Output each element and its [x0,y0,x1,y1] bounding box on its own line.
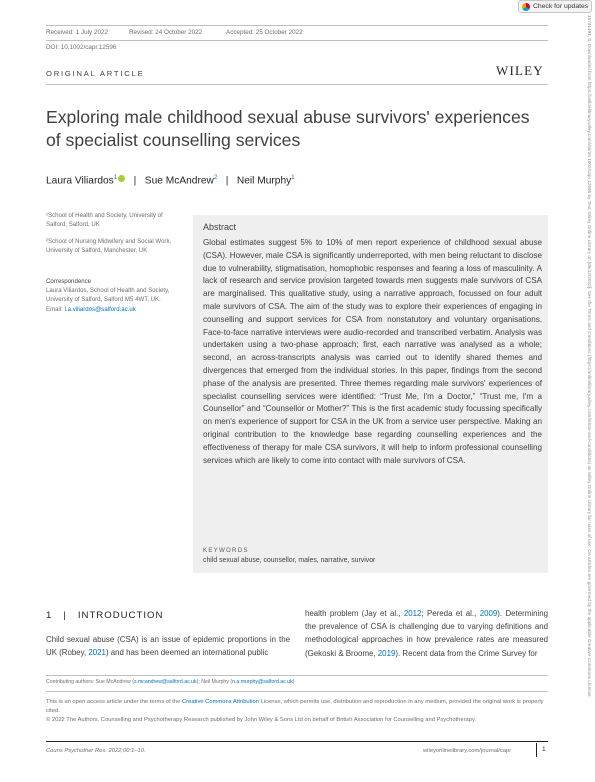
affiliation: ²School of Nursing Midwifery and Social Work, University of Salford, Manchester, UK [46,238,172,254]
license-statement [46,698,548,715]
email-label: Email: [46,306,65,313]
page-number: 1 [542,746,546,753]
check-for-updates-label: Check for updates [533,3,589,10]
email-link[interactable]: n.a.murphy@salford.ac.uk [232,679,293,685]
author-name[interactable]: Sue McAndrew [144,175,214,187]
correspondence-email [46,306,196,315]
body-text: ). Determining the prevalence of CSA is challenging due to varying definitions and methodological approaches in how prevalence rates are measured (Gekoski & Broome, [305,609,548,658]
author-affiliation-mark: 1 [113,175,118,181]
received-date: Received: 1 July 2022 [46,29,108,36]
author-separator: | [133,175,137,187]
author-affiliation-mark: 2 [213,175,218,181]
contrib-text: ); Neil Murphy ( [196,679,233,685]
keywords-list: child sexual abuse, counsellor, males, narrative, survivor [203,557,376,564]
article-title: Exploring male childhood sexual abuse survivors' experiences of specialist counselling services [46,107,530,150]
download-notice-sidebar: 15741491, 0, Downloaded from https://onlinelibrary.wiley.com/doi/10.1002/capr.12596 by Test, Wiley Online Library on [05/12/2022]. See the Terms and Conditions (https://onlinelibrary.wiley.com/terms-and-conditions) on Wiley Online Library for rules of use; OA articles are governed by the applicable Creative Commons License [587,15,592,697]
email-link[interactable]: s.mcandrew@salford.ac.uk [133,679,197,685]
publisher-logo: WILEY [496,63,544,78]
license-text: This is an open access article under the terms of the [46,699,182,705]
section-separator: | [63,610,67,621]
license-rule [46,691,548,692]
section-heading [46,610,163,621]
correspondence-heading: Correspondence [46,278,92,285]
cc-license-link[interactable]: Creative Commons Attribution [181,699,259,705]
section-number: 1 [46,610,53,621]
body-text: ) and has been deemed an international public [105,648,269,658]
correspondence-address: Laura Viliardos, School of Health and Society, University of Salford, Salford M5 4WT, UK. [46,287,170,303]
contributing-authors [46,678,294,687]
revised-date: Revised: 24 October 2022 [129,29,203,36]
top-rule [46,25,548,26]
orcid-icon[interactable] [118,175,125,182]
citation-link[interactable]: 2021 [88,648,106,658]
abstract-text: Global estimates suggest 5% to 10% of men report experience of childhood sexual abuse (CSA). However, male CSA is significantly underreported, with men being reluctant to disclose due to vulnerability, stigmatisation, homophobic responses and fearing a loss of masculinity. A lack of research and service provision targeted towards men suggests male survivors of CSA are marginalised. This qualitative study, using a narrative approach, focussed on four adult male survivors of CSA. The aim of the study was to explore their experiences of engaging in counselling and support services for CSA from nonstatutory and voluntary organisations. Face-to-face narrative interviews were audio-recorded and transcribed verbatim. Analysis was undertaken using a two-phase approach; first, each narrative was analysed as a whole; second, an across-transcripts analysis was carried out to identify shared themes and divergences that emerged from the individual stories. In this paper, findings from the second phase of the analysis are presented. Three themes regarding male survivors' experiences of specialist counselling services were identified: “Trust Me, I'm a Doctor,” “Trust me, I'm a Counsellor” and “Counsellor or Mother?” This is the first academic study focussing specifically on men's experience of support for CSA in the UK from a service user perspective. Making an original contribution to the knowledge base regarding counselling experiences and the effectiveness of therapy for male CSA survivors, it will help to inform professional counselling services which are likely to come into contact with male survivors of CSA. [203,238,542,465]
date-rule [46,40,548,41]
journal-url[interactable]: wileyonlinelibrary.com/journal/capr [423,748,512,754]
affiliation: ¹School of Health and Society, University of Salford, Salford, UK [46,212,163,228]
author-name[interactable]: Neil Murphy [236,175,292,187]
body-column-right [305,607,548,660]
crossmark-icon [522,3,530,11]
abstract-heading: Abstract [203,222,237,232]
author-name[interactable]: Laura Viliardos [46,175,114,187]
journal-citation: Couns Psychother Res. 2022;00:1–10. [46,748,146,754]
body-column-left [46,633,290,659]
author-affiliation-mark: 1 [291,175,295,181]
doi[interactable]: DOI: 10.1002/capr.12596 [46,44,117,51]
license-text: License, which permits use, distribution and reproduction in any medium, provided the original work is properly cited. [46,699,544,714]
section-title: INTRODUCTION [77,610,164,621]
footnote-rule [46,675,548,676]
check-for-updates-button[interactable] [518,0,592,13]
contrib-text: Contributing authors: Sue McAndrew ( [46,679,134,685]
article-type: ORIGINAL ARTICLE [46,69,145,78]
citation-link[interactable]: 2019 [377,648,396,658]
author-separator: | [225,175,229,187]
body-text: ; Pereda et al., [421,609,480,618]
copyright: © 2022 The Authors. Counselling and Psychotherapy Research published by John Wiley & Sons Ltd on behalf of British Association for Counselling and Psychotherapy. [46,717,477,723]
citation-link[interactable]: 2012 [403,609,422,618]
body-text: Child sexual abuse (CSA) is an issue of epidemic proportions in the UK (Robey, [46,635,290,658]
contrib-text: ) [292,679,295,685]
citation-link[interactable]: 2009 [479,609,498,618]
page-number-divider [536,743,537,757]
body-text: health problem (Jay et al., [305,609,404,618]
author-list [46,175,295,186]
header-rule [46,84,548,85]
body-text: ). Recent data from the Crime Survey for [395,648,538,658]
accepted-date: Accepted: 25 October 2022 [226,29,303,36]
keywords-heading: KEYWORDS [203,547,249,554]
footer-rule [46,741,548,742]
email-link[interactable]: l.a.viliardos@salford.ac.uk [64,306,136,313]
